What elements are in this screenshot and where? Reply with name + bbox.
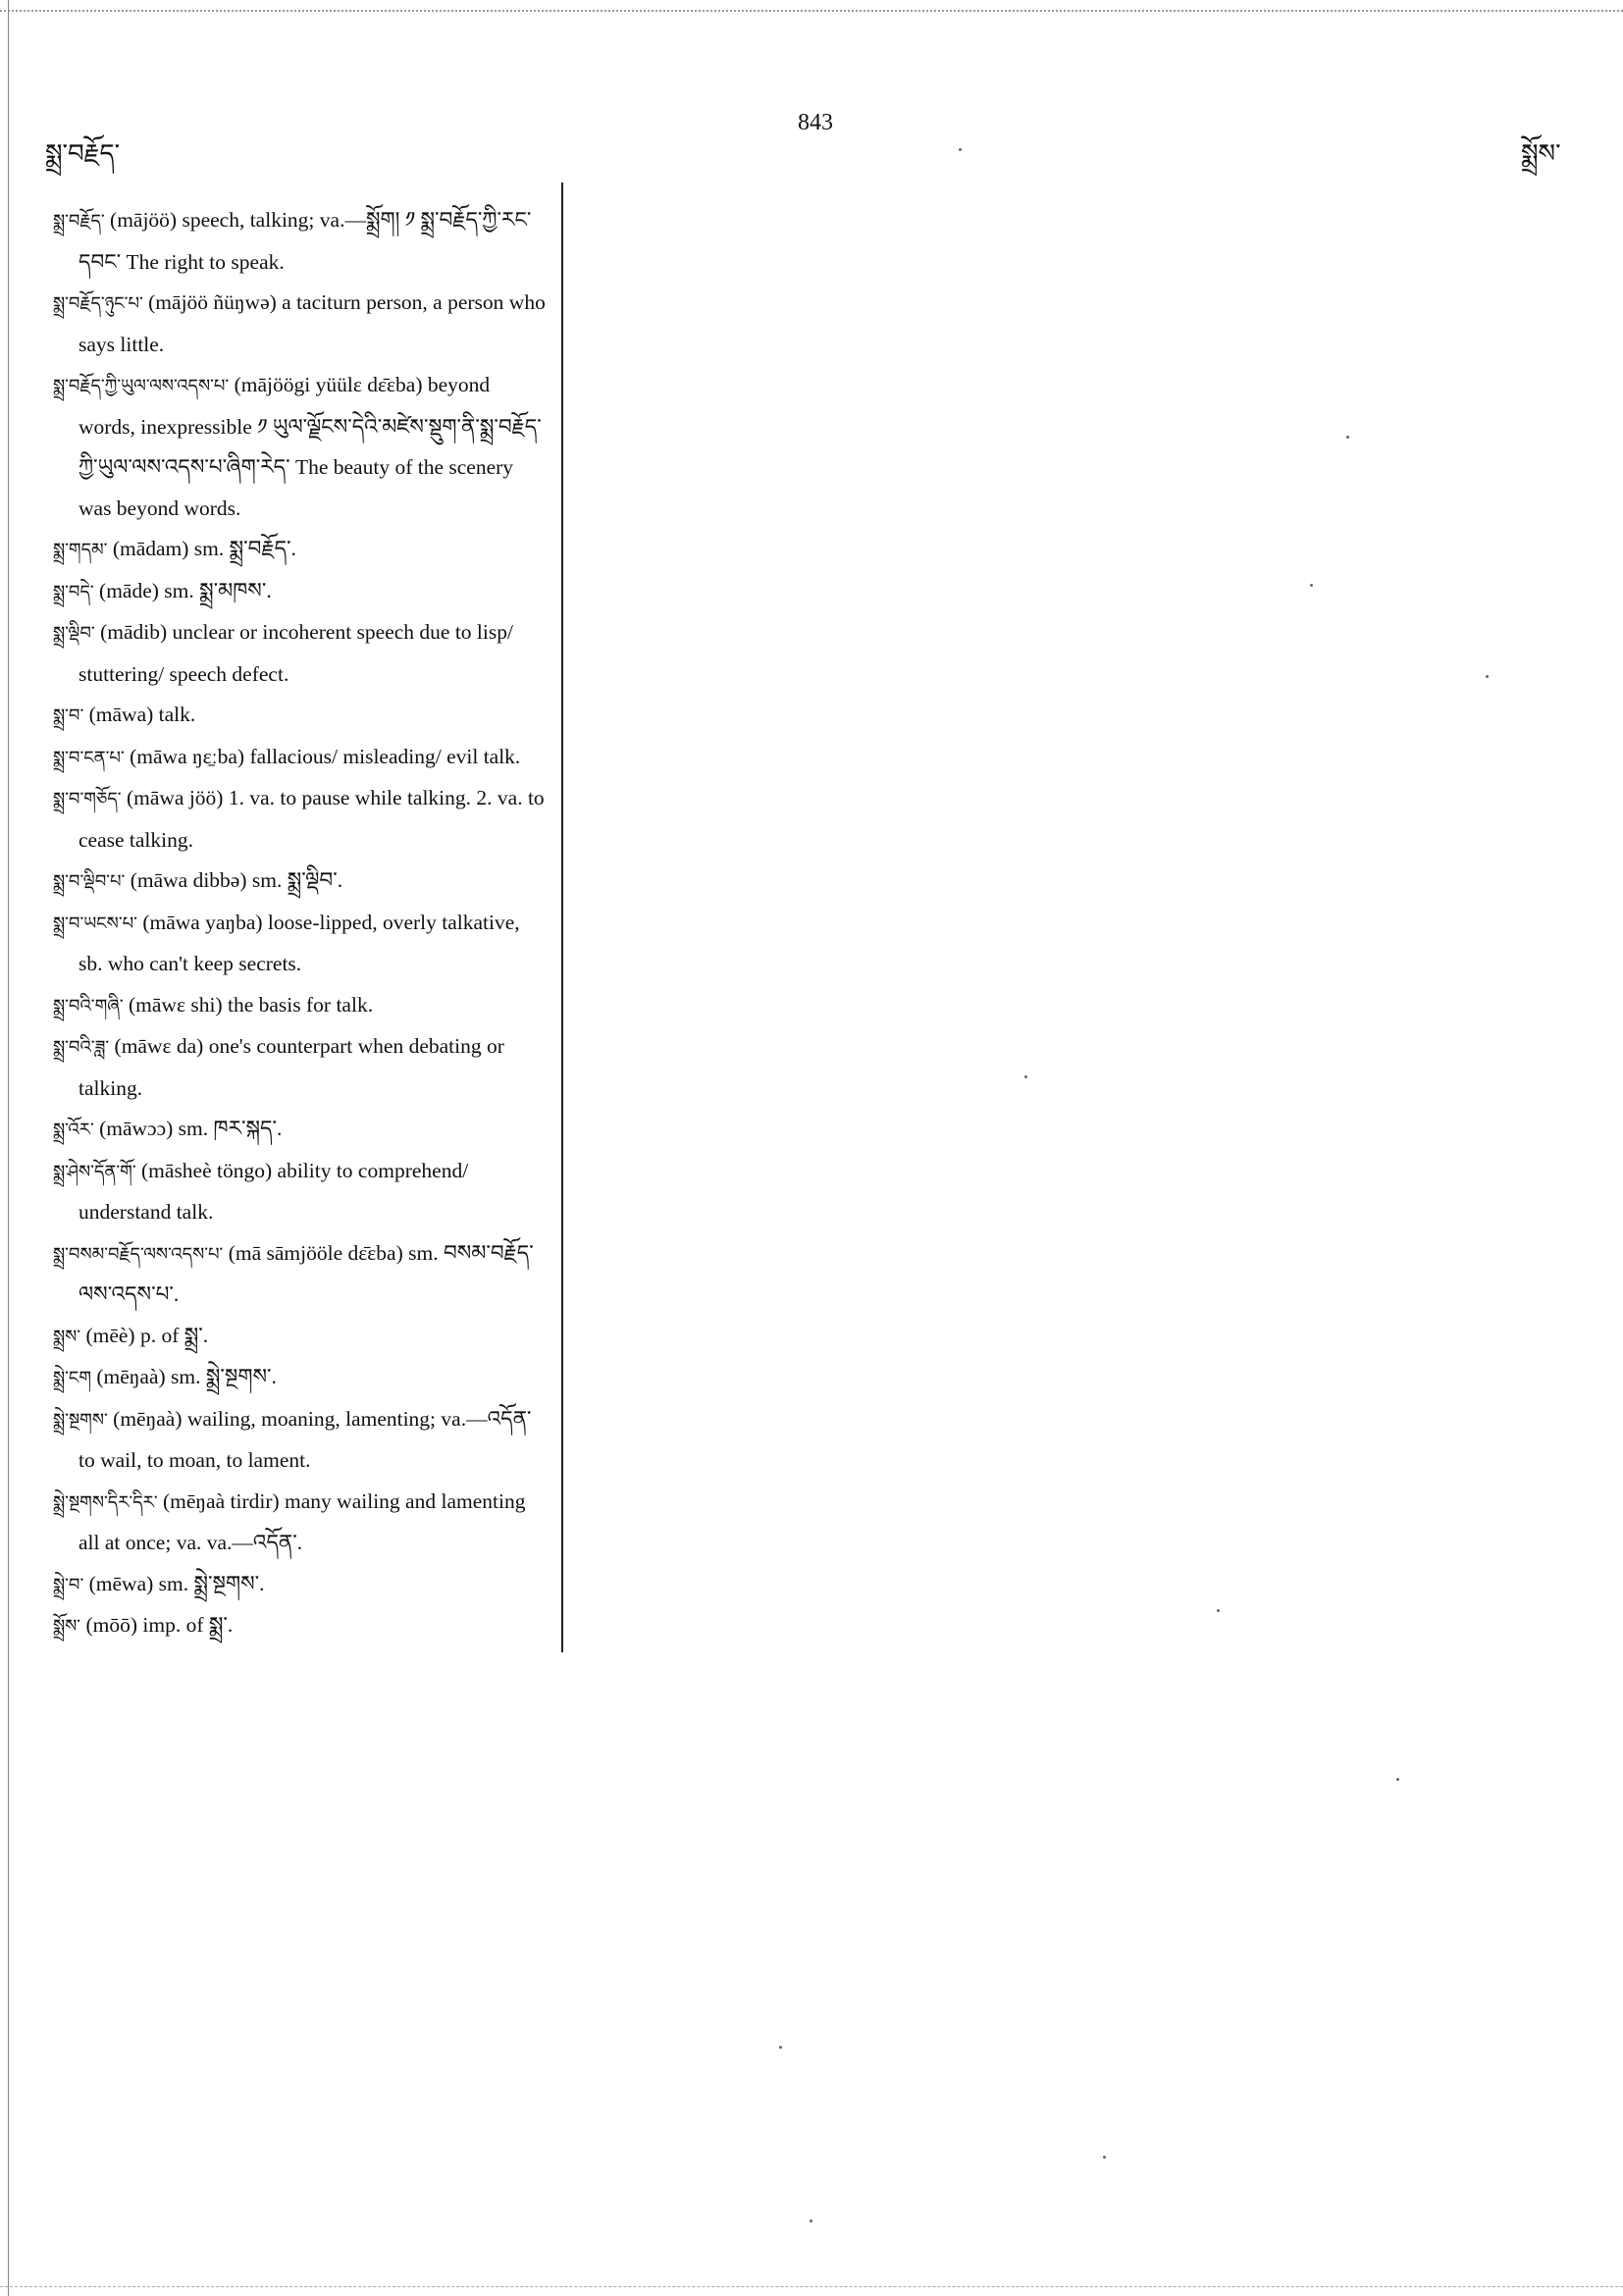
entry-headword: སྨྲ་བའི་ཟླ་ — [53, 1037, 110, 1058]
entry-definition: (mēwa) sm. སྨྲེ་སྔགས་. — [83, 1571, 265, 1595]
dictionary-entry — [53, 529, 549, 571]
entry-headword: སྨྲ་བརྗོད་ — [53, 211, 105, 232]
entry-headword: སྨྲེ་བ་ — [53, 1574, 84, 1595]
entry-definition: (māwɛ da) one's counterpart when debating or talking. — [79, 1034, 504, 1100]
entry-headword: སྨྲ་བ་གཅོད་ — [53, 789, 122, 809]
dictionary-entry — [53, 571, 549, 613]
entry-headword: སྨྲེ་ངག — [53, 1368, 91, 1388]
entry-definition: (māwa ŋɛ̱ːba) fallacious/ misleading/ evil talk. — [124, 744, 521, 768]
entry-definition: (mēŋaà) sm. སྨྲེ་སྔགས་. — [91, 1365, 277, 1388]
dictionary-entry — [53, 1399, 549, 1482]
entry-definition: (māwɔɔ) sm. ཁར་སྐད་. — [93, 1117, 283, 1140]
top-scan-border — [0, 10, 1623, 12]
dictionary-entry — [53, 1482, 549, 1564]
dictionary-entry — [53, 1151, 549, 1233]
dictionary-entry — [53, 283, 549, 365]
entry-headword: སྨྲ་གདམ་ — [53, 540, 108, 560]
dictionary-column — [53, 200, 549, 1647]
entry-definition: (māde) sm. སྨྲ་མཁས་. — [93, 578, 272, 602]
entry-headword: སྨྲ་ཤེས་དོན་གོ་ — [53, 1161, 136, 1182]
entry-definition: (mōō) imp. of སྨྲ་. — [80, 1613, 234, 1637]
dictionary-entry — [53, 1026, 549, 1109]
scan-speck — [1217, 1609, 1220, 1612]
scan-speck — [1310, 584, 1313, 587]
dictionary-entry — [53, 737, 549, 779]
entry-headword: སྨྲ་བརྗོད་ཉུང་པ་ — [53, 293, 143, 314]
scan-speck — [1024, 1075, 1027, 1078]
scan-speck — [1103, 2156, 1106, 2159]
entry-definition: (māwa yaŋba) loose-lipped, overly talkative, sb. who can't keep secrets. — [79, 910, 520, 975]
entry-definition: (māwa jöö) 1. va. to pause while talking. 2. va. to cease talking. — [79, 786, 545, 852]
dictionary-entry — [53, 1109, 549, 1151]
dictionary-entry — [53, 612, 549, 695]
dictionary-entry — [53, 861, 549, 903]
entry-definition: (mēŋaà tirdir) many wailing and lamenting all at once; va. va.—འདོན་. — [79, 1488, 526, 1554]
entry-definition: (māsheè töngo) ability to comprehend/ understand talk. — [79, 1158, 469, 1224]
scan-speck — [1486, 675, 1489, 678]
dictionary-entry — [53, 695, 549, 737]
scan-speck — [810, 2219, 812, 2222]
scan-speck — [1396, 1778, 1399, 1781]
entry-headword: སྨྲ་བ་ — [53, 705, 84, 726]
scan-speck — [1346, 436, 1349, 439]
right-guide-word: སྨྲོས་ — [1521, 139, 1561, 169]
entry-headword: སྨྲེ་སྔགས་དིར་དིར་ — [53, 1491, 158, 1513]
dictionary-entry — [53, 365, 549, 529]
entry-headword: སྨྲ་བ་ཡངས་པ་ — [53, 913, 137, 934]
entry-definition: (mājöögi yüülɛ dɛ̄ɛba) beyond words, inexpressible ༡ ཡུལ་ལྗོངས་དེའི་མཛེས་སྡུག་ནི་སྨྲ་བརྗོད་ཀྱི་ཡུལ་ལས་འདས་པ་ཞིག་རེད་ The beauty of the scenery was beyond words. — [79, 373, 542, 520]
entry-headword: སྨྲ་བསམ་བརྗོད་ལས་འདས་པ་ — [53, 1243, 224, 1265]
entry-definition: (mēè) p. of སྨྲ་. — [80, 1323, 209, 1347]
entry-headword: སྨྲོས་ — [53, 1616, 81, 1637]
dictionary-entry — [53, 1564, 549, 1606]
entry-definition: (māwa) talk. — [83, 703, 196, 726]
entry-definition: (māwa dibbə) sm. སྨྲ་ལྡིབ་. — [125, 868, 343, 892]
entry-headword: སྨྲེ་སྔགས་ — [53, 1409, 108, 1431]
entry-headword: སྨྲ་བ་ངན་པ་ — [53, 747, 125, 768]
entry-definition: (mājöö ñüŋwə) a taciturn person, a person who says little. — [79, 290, 546, 356]
dictionary-entry — [53, 1357, 549, 1399]
dictionary-entry — [53, 778, 549, 861]
entry-definition: (māwɛ shi) the basis for talk. — [123, 992, 374, 1017]
entry-headword: སྨྲ་བའི་གཞི་ — [53, 995, 124, 1017]
entry-definition: (mājöö) speech, talking; va.—སྨྲོག། ༡ སྨྲ་བརྗོད་ཀྱི་རང་དབང་ The right to speak. — [79, 208, 532, 274]
scan-speck — [779, 2046, 782, 2049]
entry-definition: (mā sāmjööle dɛ̄ɛba) sm. བསམ་བརྗོད་ལས་འདས་པ་. — [79, 1240, 534, 1306]
entry-headword: སྨྲ་འོར་ — [53, 1120, 94, 1140]
dictionary-entry — [53, 1316, 549, 1358]
page-number: 843 — [798, 110, 833, 135]
entry-headword: སྨྲ་བརྗོད་ཀྱི་ཡུལ་ལས་འདས་པ་ — [53, 376, 230, 396]
entry-definition: (mēŋaà) wailing, moaning, lamenting; va.—འདོན་ to wail, to moan, to lament. — [79, 1406, 532, 1472]
entry-definition: (mādib) unclear or incoherent speech due to lisp/ stuttering/ speech defect. — [79, 620, 513, 686]
entry-headword: སྨྲ་ལྡིབ་ — [53, 623, 95, 644]
dictionary-entry — [53, 903, 549, 985]
left-guide-word: སྨྲ་བརྗོད་ — [45, 139, 121, 169]
column-divider — [561, 183, 563, 1652]
dictionary-entry — [53, 985, 549, 1027]
dictionary-entry — [53, 1605, 549, 1647]
left-scan-border — [8, 0, 9, 2296]
dictionary-entry — [53, 1233, 549, 1316]
bottom-scan-border — [0, 2286, 1623, 2287]
scan-speck — [959, 148, 962, 151]
entry-headword: སྨྲས་ — [53, 1326, 81, 1347]
entry-headword: སྨྲ་བ་ལྡིབ་པ་ — [53, 871, 126, 892]
entry-headword: སྨྲ་བདེ་ — [53, 581, 94, 602]
dictionary-entry — [53, 200, 549, 283]
entry-definition: (mādam) sm. སྨྲ་བརྗོད་. — [107, 537, 296, 560]
